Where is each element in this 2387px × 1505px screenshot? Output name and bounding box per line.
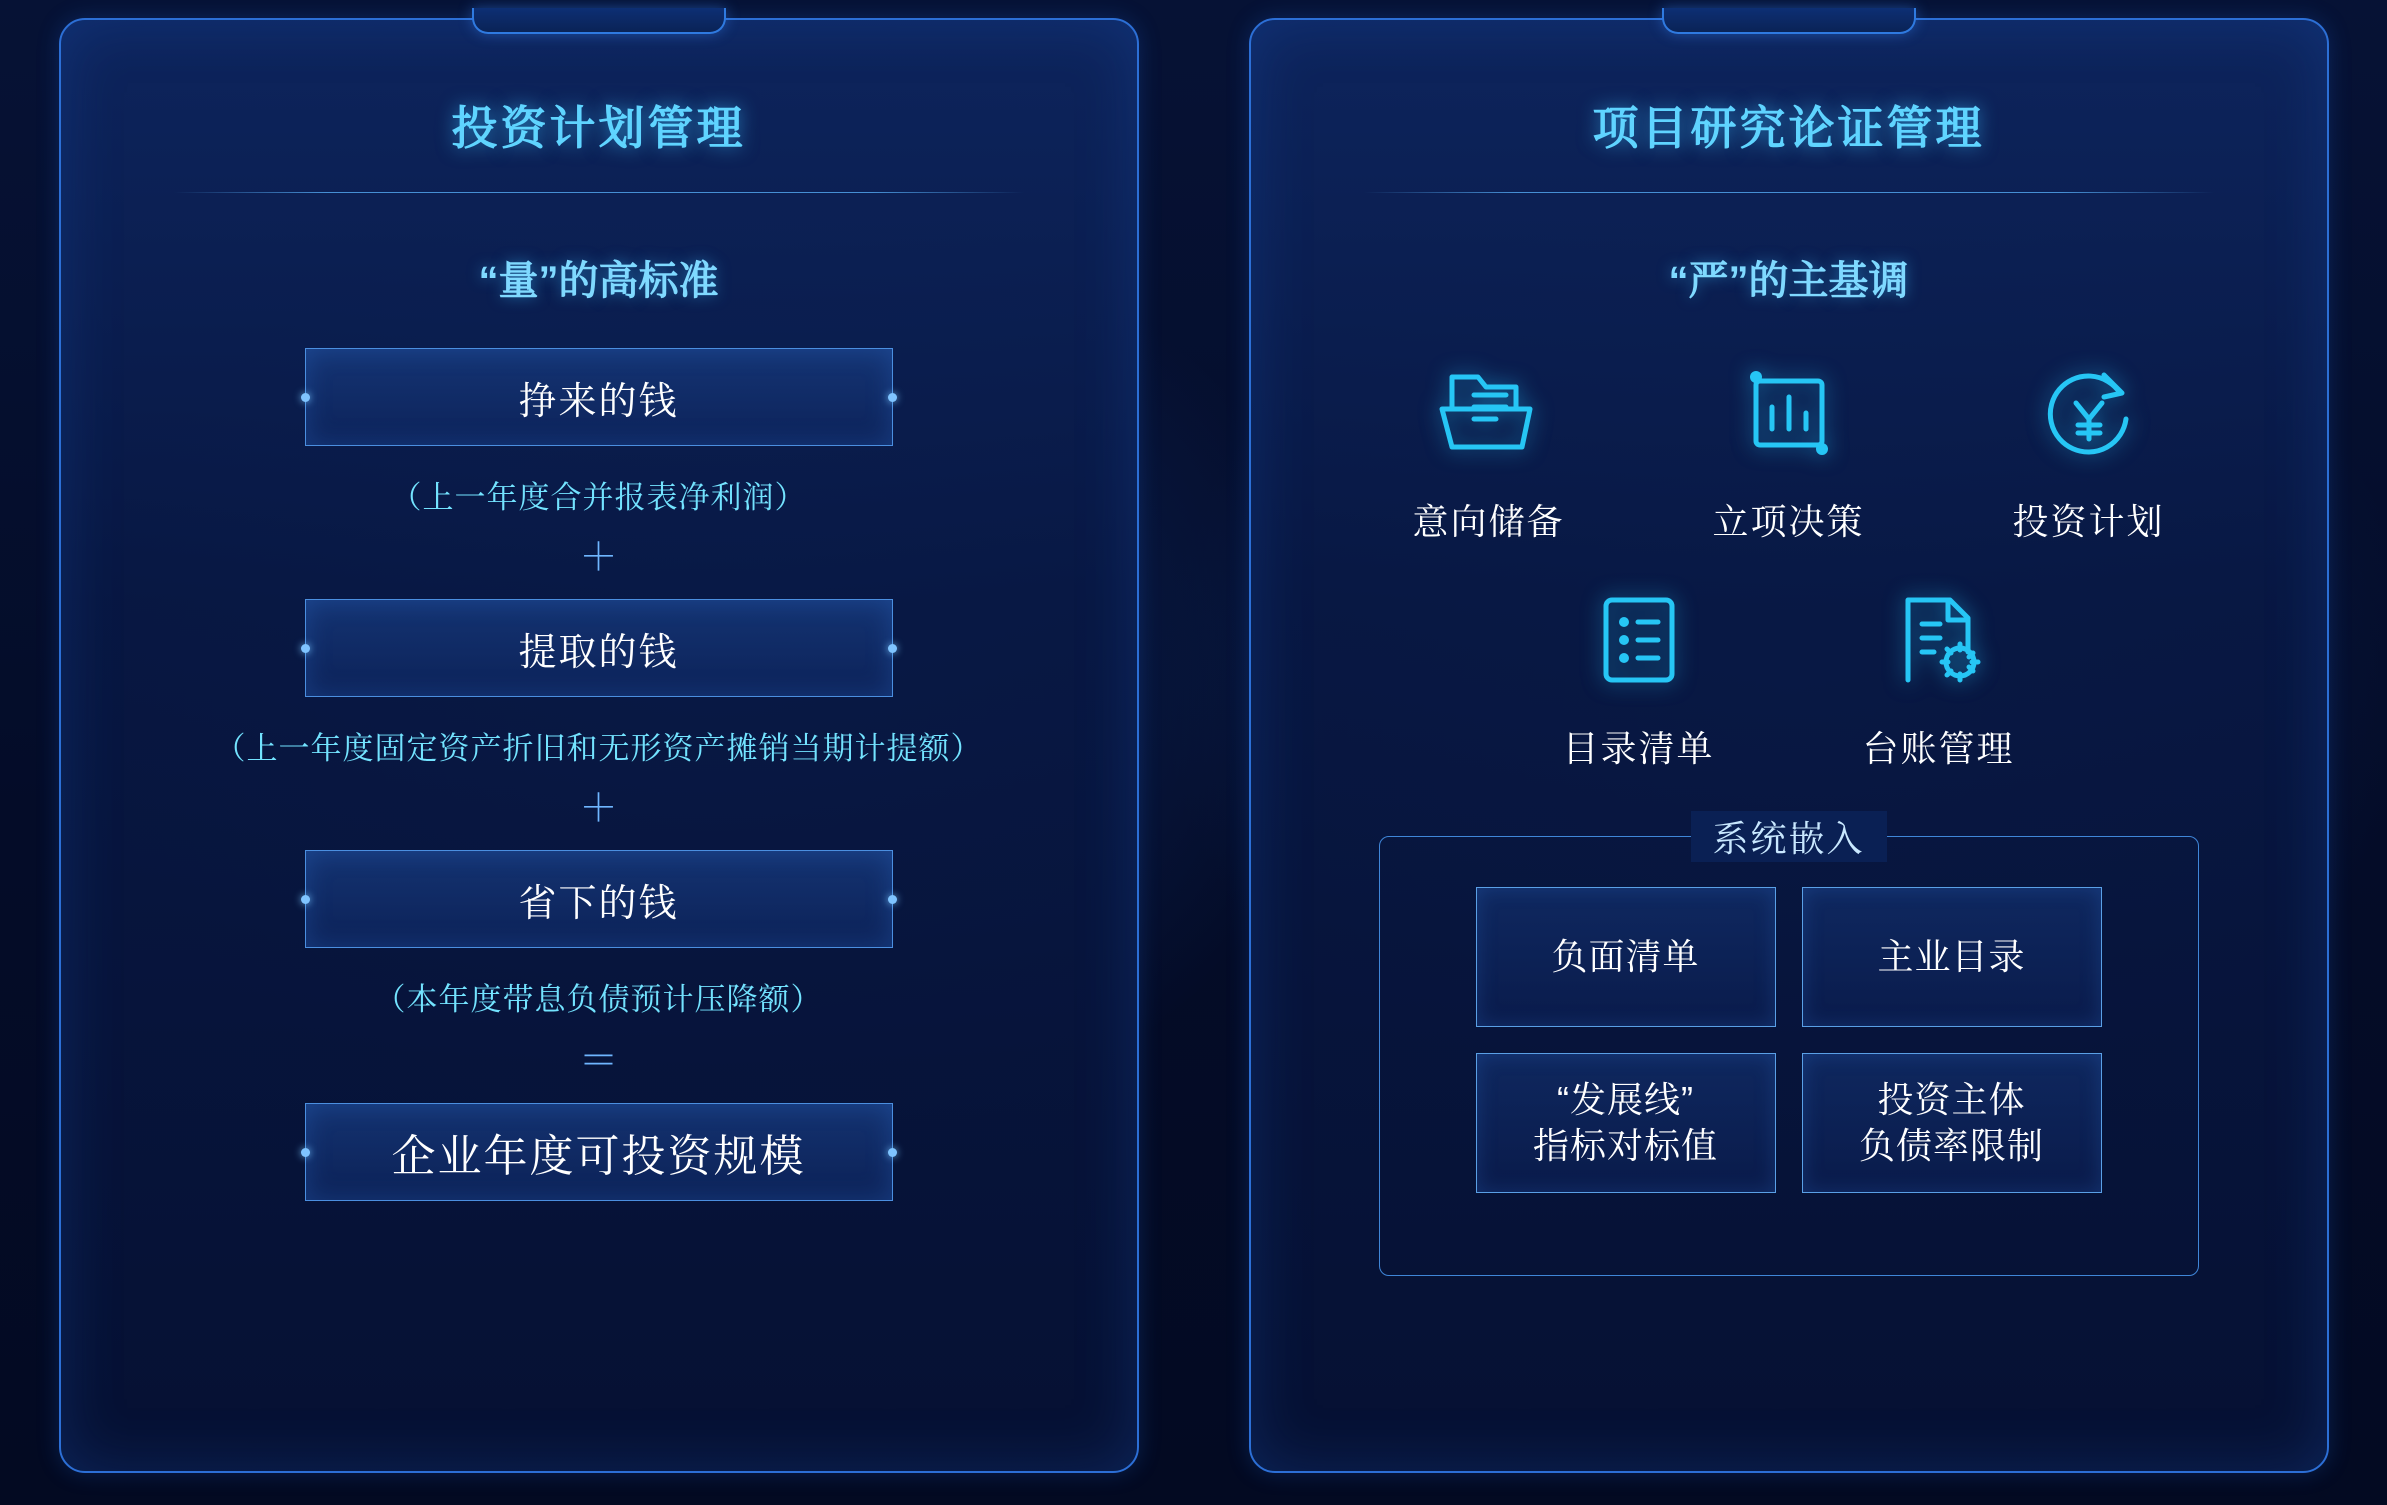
formula-term-1: 挣来的钱 bbox=[305, 348, 893, 446]
system-embed-grid bbox=[1380, 887, 2198, 1193]
formula-note-2: （上一年度固定资产折旧和无形资产摊销当期计提额） bbox=[214, 731, 983, 766]
formula-note-1: （上一年度合并报表净利润） bbox=[390, 480, 807, 515]
feature-label: 台账管理 bbox=[1862, 728, 2015, 769]
feature-item-intent-reserve[interactable] bbox=[1369, 348, 1609, 545]
formula-operator-2: ＋ bbox=[579, 788, 618, 830]
page-title-right: 项目研究论证管理 bbox=[1592, 102, 1985, 154]
formula-stack bbox=[61, 348, 1137, 1201]
document-gear-icon bbox=[1869, 575, 2009, 705]
folder-document-icon bbox=[1419, 348, 1559, 478]
bar-chart-icon bbox=[1719, 348, 1859, 478]
feature-item-project-decision[interactable] bbox=[1669, 348, 1909, 545]
panel-notch-right bbox=[1662, 8, 1916, 34]
feature-label: 意向储备 bbox=[1412, 501, 1565, 542]
embed-item-line1: 投资主体 bbox=[1877, 1078, 2026, 1120]
feature-label: 目录清单 bbox=[1562, 728, 1715, 769]
feature-icon-grid bbox=[1349, 348, 2229, 802]
page-title-left: 投资计划管理 bbox=[451, 102, 746, 154]
embed-item-development-line[interactable] bbox=[1476, 1053, 1776, 1193]
subtitle-right: “严”的主基调 bbox=[1668, 259, 1909, 303]
embed-item-investor-debt-limit[interactable] bbox=[1802, 1053, 2102, 1193]
embed-item-negative-list[interactable] bbox=[1476, 887, 1776, 1027]
formula-term-3: 省下的钱 bbox=[305, 850, 893, 948]
subtitle-left: “量”的高标准 bbox=[478, 259, 719, 303]
embed-item-line2: 指标对标值 bbox=[1532, 1125, 1718, 1166]
formula-operator-3: ＝ bbox=[578, 1039, 619, 1083]
panel-investment-plan bbox=[59, 18, 1139, 1473]
system-embed-group bbox=[1379, 818, 2199, 1276]
panel-project-review bbox=[1249, 18, 2329, 1473]
feature-item-investment-plan[interactable] bbox=[1969, 348, 2209, 545]
embed-item-line1: 负面清单 bbox=[1551, 935, 1700, 977]
embed-item-main-business-catalog[interactable] bbox=[1802, 887, 2102, 1027]
title-divider-left bbox=[174, 192, 1024, 193]
formula-operator-1: ＋ bbox=[579, 537, 618, 579]
panel-notch-left bbox=[472, 8, 726, 34]
embed-item-line1: “发展线” bbox=[1557, 1078, 1694, 1120]
title-divider-right bbox=[1364, 192, 2214, 193]
embed-item-line1: 主业目录 bbox=[1877, 935, 2026, 977]
checklist-icon bbox=[1569, 575, 1709, 705]
feature-item-catalog-list[interactable] bbox=[1519, 575, 1759, 772]
formula-note-3: （本年度带息负债预计压降额） bbox=[374, 982, 823, 1017]
formula-result: 企业年度可投资规模 bbox=[305, 1103, 893, 1201]
yuan-refresh-icon bbox=[2019, 348, 2159, 478]
feature-label: 投资计划 bbox=[2012, 501, 2165, 542]
system-embed-legend: 系统嵌入 bbox=[1690, 811, 1886, 862]
feature-item-ledger-management[interactable] bbox=[1819, 575, 2059, 772]
formula-term-2: 提取的钱 bbox=[305, 599, 893, 697]
embed-item-line2: 负债率限制 bbox=[1858, 1125, 2044, 1166]
feature-label: 立项决策 bbox=[1712, 501, 1865, 542]
